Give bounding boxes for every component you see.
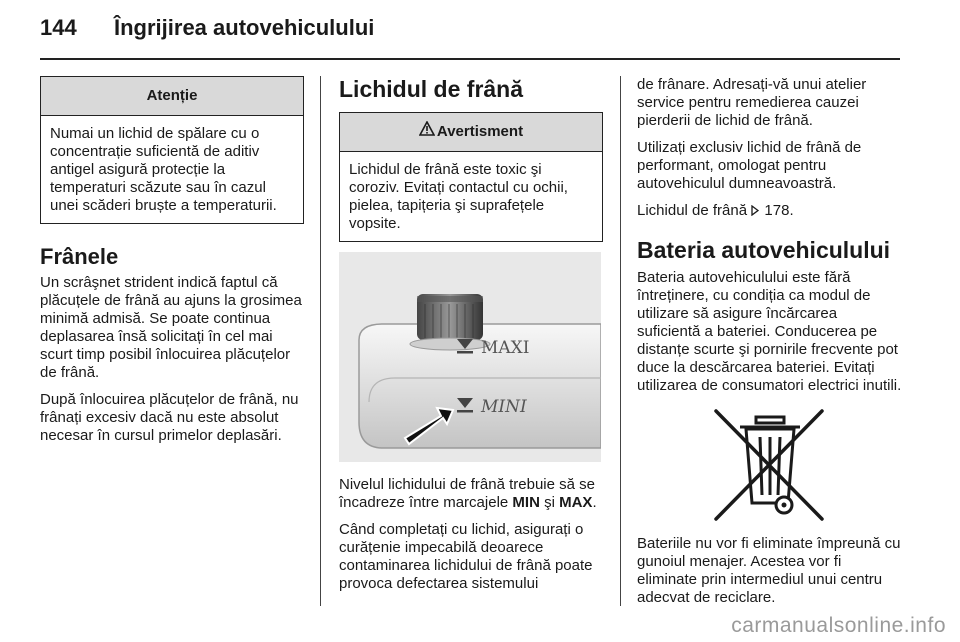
mini-label: MINI: [481, 397, 527, 417]
section-title-brake-fluid: Lichidul de frână: [339, 76, 524, 102]
refill-paragraph: Când completați cu lichid, asigurați o curățenie impecabilă deoarece contaminarea lichidului de frână poate provoca defectarea sistemului: [339, 521, 593, 592]
fluid-level-paragraph: Nivelul lichidului de frână trebuie să se încadreze între marcajele MIN şi MAX.: [339, 476, 597, 511]
watermark: carmanualsonline.info: [731, 614, 946, 637]
section-title-battery: Bateria autovehiculului: [637, 237, 891, 263]
brakes-paragraph-1: Un scrâşnet strident indică faptul că plăcuțele de frână au ajuns la grosimea minimă admisă. Se poate continua deplasarea însă solicitați în cel mai scurt timp posibil înlocuirea plăcuțelor de frână.: [40, 274, 302, 381]
recycle-paragraph: Bateriile nu vor fi eliminate împreună cu gunoiul menajer. Acestea vor fi eliminate prin intermediul unui centru adecvat de reciclare.: [637, 535, 901, 606]
column-middle: [339, 76, 603, 602]
cross-reference: Lichidul de frână 178.: [637, 202, 794, 219]
warning-title: Avertisment: [436, 123, 524, 140]
warning-box: [339, 112, 603, 242]
reference-page: 178.: [764, 202, 794, 219]
maxi-label: MAXI: [481, 338, 530, 358]
continued-paragraph: de frânare. Adresați-vă unui atelier service pentru remedierea cauzei pierderii de lichid de frână.: [637, 76, 867, 129]
notice-title: Atenție: [41, 77, 303, 116]
notice-box: [40, 76, 304, 224]
warning-header: [340, 113, 602, 152]
page-number: 144: [40, 15, 77, 40]
notice-body: [41, 116, 303, 223]
warning-icon: [419, 113, 435, 151]
column-left: [40, 76, 304, 454]
warning-text: Lichidul de frână este toxic şi coroziv. Evitați contactul cu ochii, pielea, tapițeria şi suprafețele vopsite.: [349, 161, 568, 232]
column-divider: [320, 76, 321, 606]
column-right: [637, 76, 903, 616]
page-header-title: Îngrijirea autovehiculului: [114, 15, 375, 40]
header-rule: [40, 58, 900, 60]
crossed-out-bin-icon: [710, 407, 830, 525]
battery-paragraph: Bateria autovehiculului este fără întreținere, cu condiția ca modul de utilizare să asigure încărcarea suficientă a bateriei. Conducerea pe distanțe scurte şi pornirile frecvente pot duce la descărcarea bateriei. Evitați utilizarea de consumatori electrici inutili.: [637, 269, 902, 394]
column-divider: [620, 76, 621, 606]
brakes-paragraph-2: După înlocuirea plăcuțelor de frână, nu frânați excesiv dacă nu este absolut necesar în cursul primelor deplasări.: [40, 391, 299, 444]
use-fluid-paragraph: Utilizați exclusiv lichid de frână de performant, omologat pentru autovehiculul dumneavoastră.: [637, 139, 862, 192]
reference-arrow-icon: [751, 203, 760, 221]
warning-body: [340, 152, 602, 241]
brake-fluid-reservoir-image: [339, 252, 601, 462]
notice-text: Numai un lichid de spălare cu o concentrație suficientă de aditiv antigel asigură protecție la temperaturi scăzute sau în cazul unei scăderi bruște a temperaturii.: [50, 125, 277, 214]
section-title-brakes: Frânele: [40, 244, 119, 269]
